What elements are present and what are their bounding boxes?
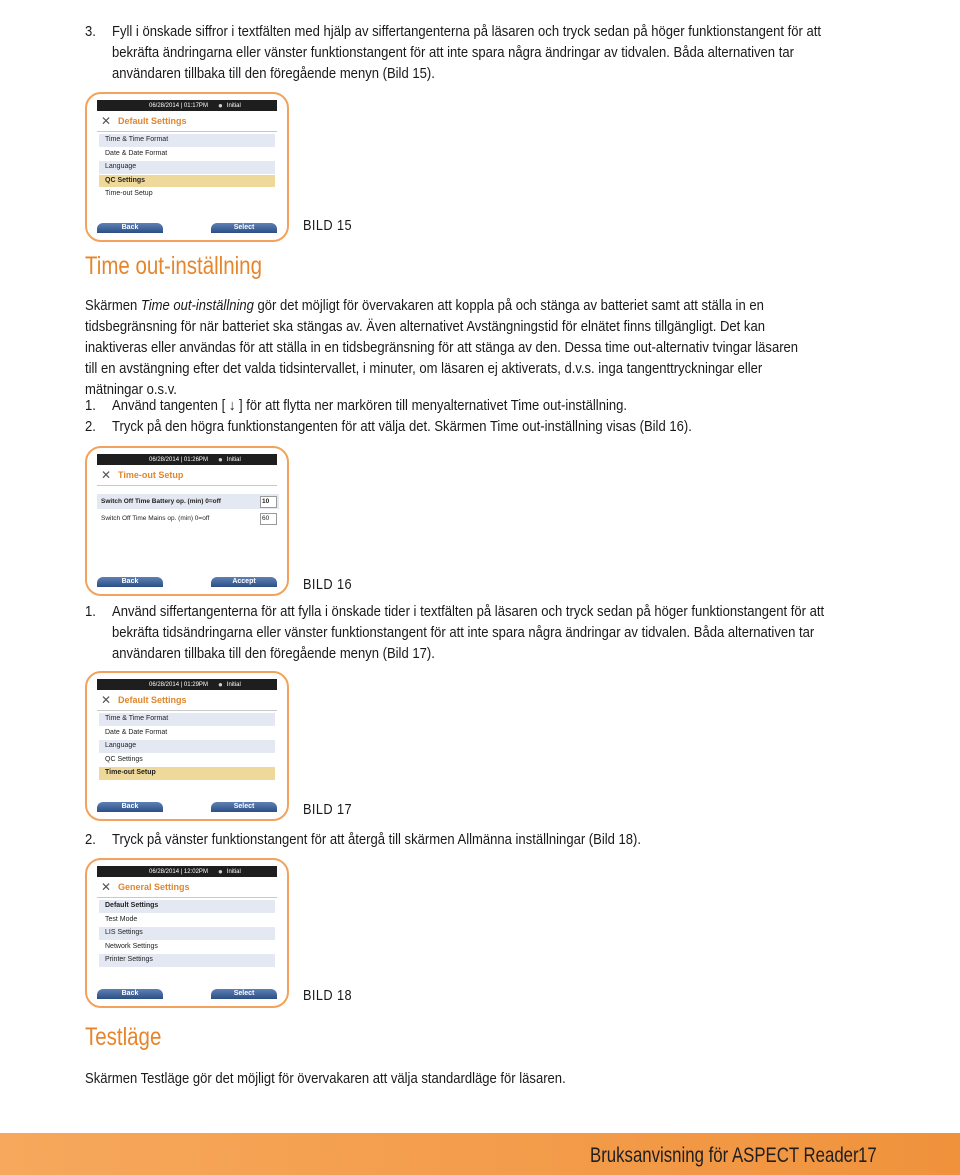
mains-timeout-row <box>97 511 279 526</box>
step1-paragraph <box>85 396 832 417</box>
step-number: 1. <box>85 604 96 620</box>
select-button[interactable]: Select <box>211 223 277 233</box>
menu-item[interactable]: Time & Time Format <box>99 134 275 148</box>
step-number: 1. <box>85 398 96 414</box>
menu-item-selected[interactable]: QC Settings <box>99 175 275 189</box>
step-number: 2. <box>85 832 96 848</box>
menu-item-selected[interactable]: Default Settings <box>99 900 275 914</box>
section-heading: Time out-inställning <box>85 252 262 280</box>
screen <box>97 679 277 813</box>
screen-title: Default Settings <box>118 116 187 126</box>
back-button[interactable]: Back <box>97 223 163 233</box>
step-text: Tryck på vänster funktionstangent för att återgå till skärmen Allmänna inställningar (Bild 18). <box>112 832 642 848</box>
figure-caption: BILD 16 <box>303 576 353 593</box>
test-paragraph: Skärmen Testläge gör det möjligt för övervakaren att välja standardläge för läsaren. <box>85 1071 566 1087</box>
user-name: Initial <box>226 102 241 109</box>
tools-icon: ✕ <box>101 468 112 482</box>
device-screen-bild17 <box>85 671 289 821</box>
screen-title: General Settings <box>118 882 190 892</box>
step-number: 3. <box>85 24 96 40</box>
menu-item[interactable]: Date & Date Format <box>99 727 275 741</box>
menu-item[interactable]: Network Settings <box>99 941 275 955</box>
step-text: Använd tangenten [ ↓ ] för att flytta ner markören till menyalternativet Time out-inställning. <box>112 398 628 414</box>
softkey-bar <box>97 576 277 588</box>
user-icon: ● <box>217 101 223 110</box>
step-text: Använd siffertangenterna för att fylla i önskade tider i textfälten på läsaren och tryck sedan på höger funktionstangent för att bekräfta tidsändringarna eller vänster funktionstangent för att inte spara några ändringar av tidvalen. Båda alternativen tar användaren tillbaka till den föregående menyn (Bild 17). <box>112 604 825 662</box>
screen-title-row <box>97 690 277 711</box>
figure-caption: BILD 17 <box>303 801 353 818</box>
back-button[interactable]: Back <box>97 577 163 587</box>
softkey-bar <box>97 988 277 1000</box>
screen <box>97 454 277 588</box>
datetime: 06/28/2014 | 01:29PM <box>149 681 208 688</box>
intro-start: Skärmen <box>85 298 141 314</box>
menu-item[interactable]: Time & Time Format <box>99 713 275 727</box>
page-number: 17 <box>858 1144 877 1167</box>
menu-item[interactable]: Printer Settings <box>99 954 275 968</box>
accept-button[interactable]: Accept <box>211 577 277 587</box>
intro-rest: gör det möjligt för övervakaren att koppla på och stänga av batteriet samt att ställa in en tidsbegränsning för när batteriet ska stängas av. Även alternativet Avstängningstid för elnätet finns tillgängligt. Det kan inaktiveras eller användas för att ställa in en tidsbegränsning för att stänga av den. Dessa time out-alternativ tvingar läsaren till en avstängning efter det valda tidsintervallet, i minuter, om läsaren ej aktiverats, d.v.s. inga tangenttryckningar eller mätningar o.s.v. <box>85 298 799 398</box>
back-button[interactable]: Back <box>97 802 163 812</box>
screen-title-row <box>97 111 277 132</box>
datetime: 06/28/2014 | 01:26PM <box>149 456 208 463</box>
step2b-paragraph <box>85 830 832 851</box>
menu-item[interactable]: QC Settings <box>99 754 275 768</box>
menu-item[interactable]: Date & Date Format <box>99 148 275 162</box>
menu-item[interactable]: Test Mode <box>99 914 275 928</box>
status-bar <box>97 866 277 877</box>
screen <box>97 866 277 1000</box>
step2-paragraph <box>85 417 832 438</box>
figure-caption: BILD 18 <box>303 987 353 1004</box>
battery-timeout-input[interactable]: 10 <box>260 496 277 508</box>
step1b-paragraph <box>85 602 832 665</box>
softkey-bar <box>97 222 277 234</box>
user-name: Initial <box>226 681 241 688</box>
step3-paragraph <box>85 22 832 85</box>
field-label: Switch Off Time Battery op. (min) 0=off <box>101 498 221 505</box>
softkey-bar <box>97 801 277 813</box>
menu-item[interactable]: Time-out Setup <box>99 188 275 202</box>
user-icon: ● <box>217 455 223 464</box>
mains-timeout-input[interactable]: 60 <box>260 513 277 525</box>
device-screen-bild18 <box>85 858 289 1008</box>
device-screen-bild16 <box>85 446 289 596</box>
user-name: Initial <box>226 456 241 463</box>
device-screen-bild15 <box>85 92 289 242</box>
select-button[interactable]: Select <box>211 802 277 812</box>
step-text: Fyll i önskade siffror i textfälten med hjälp av siffertangenterna på läsaren och tryck sedan på höger funktionstangent för att bekräfta ändringarna eller vänster funktionstangent för att inte spara några ändringar av tidvalen. Båda alternativen tar användaren tillbaka till den föregående menyn (Bild 15). <box>112 24 821 82</box>
step-number: 2. <box>85 419 96 435</box>
screen <box>97 100 277 234</box>
screen-title: Time-out Setup <box>118 470 184 480</box>
timeout-intro <box>85 296 805 401</box>
figure-caption: BILD 15 <box>303 217 353 234</box>
user-icon: ● <box>217 867 223 876</box>
menu-item[interactable]: LIS Settings <box>99 927 275 941</box>
select-button[interactable]: Select <box>211 989 277 999</box>
menu-item[interactable]: Language <box>99 740 275 754</box>
field-label: Switch Off Time Mains op. (min) 0=off <box>101 515 210 522</box>
menu-item-selected[interactable]: Time-out Setup <box>99 767 275 781</box>
user-name: Initial <box>226 868 241 875</box>
screen-title-row <box>97 465 277 486</box>
user-icon: ● <box>217 680 223 689</box>
section-heading: Testläge <box>85 1023 162 1051</box>
status-bar <box>97 100 277 111</box>
menu-item[interactable]: Language <box>99 161 275 175</box>
tools-icon: ✕ <box>101 114 112 128</box>
tools-icon: ✕ <box>101 880 112 894</box>
step-text: Tryck på den högra funktionstangenten för att välja det. Skärmen Time out-inställning visas (Bild 16). <box>112 419 692 435</box>
battery-timeout-row <box>97 494 279 509</box>
screen-title-row <box>97 877 277 898</box>
intro-italic: Time out-inställning <box>140 298 254 314</box>
status-bar <box>97 454 277 465</box>
status-bar <box>97 679 277 690</box>
datetime: 06/28/2014 | 01:17PM <box>149 102 208 109</box>
datetime: 06/28/2014 | 12:02PM <box>149 868 208 875</box>
screen-title: Default Settings <box>118 695 187 705</box>
footer-title: Bruksanvisning för ASPECT Reader <box>590 1144 859 1167</box>
tools-icon: ✕ <box>101 693 112 707</box>
back-button[interactable]: Back <box>97 989 163 999</box>
